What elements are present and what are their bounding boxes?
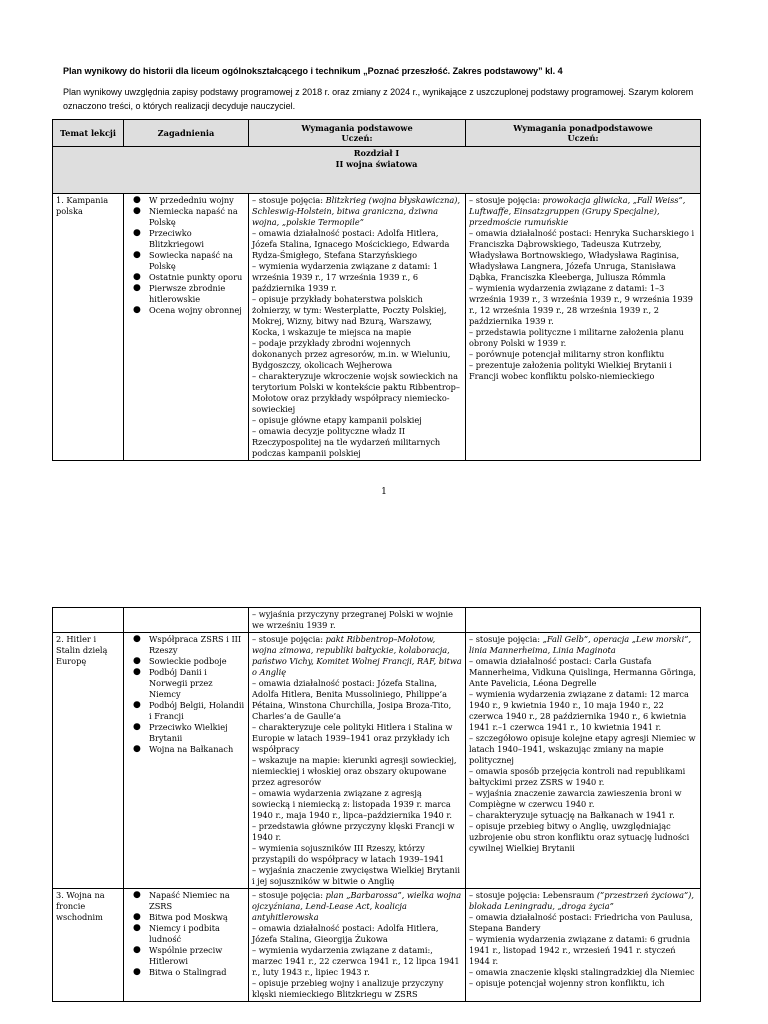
page-number: 1 (381, 487, 387, 497)
advanced-requirements-cell (466, 608, 701, 633)
requirement-lead: – stosuje pojęcia: Lebensraum (469, 890, 597, 900)
header-basic (249, 120, 466, 147)
advanced-requirement: – prezentuje założenia polityki Wielkiej Brytanii i Francji wobec konfliktu polsko-niemieckiego (469, 360, 672, 381)
chapter-number: Rozdział I (353, 148, 400, 158)
issue-item: ● W przededniu wojny (141, 195, 245, 206)
advanced-requirement (469, 890, 697, 912)
basic-requirements-cell (249, 194, 466, 461)
requirement-terms: Blitzkrieg (wojna błyskawiczna), Schleswig-Holstein, bitwa graniczna, dziwna wojna, „polskie Termopile” (252, 195, 461, 227)
header-advanced (466, 120, 701, 147)
header-issues: Zagadnienia (124, 120, 249, 147)
header-basic-student: Uczeń: (341, 133, 373, 143)
issue-item: ● Niemiecka napaść na Polskę (141, 206, 245, 228)
rows-page-1 (53, 194, 701, 461)
advanced-requirement: – omawia sposób przejęcia kontroli nad republikami bałtyckimi przez ZSRS w 1940 r. (469, 766, 686, 787)
plan-table-page-2 (52, 607, 701, 1002)
advanced-requirement: – omawia znaczenie klęski stalingradzkiej dla Niemiec (469, 967, 695, 977)
lesson-topic: 1. Kampania polska (56, 195, 109, 216)
basic-requirement: – omawia działalność postaci: Adolfa Hitlera, Józefa Stalina, Ignacego Mościckiego, Edwarda Rydza-Śmigłego, Stefana Starzyńskiego (252, 228, 450, 260)
basic-requirement: – charakteryzuje wkroczenie wojsk sowieckich na terytorium Polski w kontekście paktu Ribbentrop–Mołotow oraz przykłady współpracy niemiecko-sowieckiej (252, 371, 461, 414)
issue-item: ● Sowieckie podboje (141, 656, 245, 667)
requirement-terms: „Fall Gelb”, operacja „Lew morski”, linia Mannerheima, Linia Maginota (469, 634, 692, 655)
requirement-terms: plan „Barbarossa”, wielka wojna ojczyźniana, Lend-Lease Act, koalicja antyhitlerowska (252, 890, 462, 922)
lesson-topic-cell (53, 608, 124, 633)
basic-requirement: – wymienia wydarzenia związane z datami: 1 września 1939 r., 17 września 1939 r., 6 października 1939 r. (252, 261, 439, 293)
advanced-requirement: – opisuje przebieg bitwy o Anglię, uwzględniając uzbrojenie obu stron konfliktu oraz sytuację ludności cywilnej Wielkiej Brytanii (469, 821, 690, 853)
table-row (53, 889, 701, 1002)
lesson-topic-cell (53, 633, 124, 889)
issues-cell (124, 194, 249, 461)
advanced-requirements-cell (466, 194, 701, 461)
advanced-requirement: – charakteryzuje sytuację na Bałkanach w 1941 r. (469, 810, 675, 820)
basic-requirement (252, 195, 462, 228)
basic-requirement: – omawia działalność postaci: Józefa Stalina, Adolfa Hitlera, Benita Mussoliniego, Philippe’a Pétaina, Winstona Churchilla, Josipa Broza-Tito, Charles’a de Gaulle’a (252, 678, 452, 721)
issue-item: ● Podbój Danii i Norwegii przez Niemcy (141, 667, 245, 700)
requirement-terms: (”przestrzeń życiowa”), blokada Leningradu, „droga życia” (469, 890, 694, 911)
requirement-lead: – stosuje pojęcia: (469, 195, 543, 205)
issue-item: ● Przeciwko Blitzkriegowi (141, 228, 245, 250)
chapter-row (53, 147, 701, 194)
advanced-requirement: – przedstawia polityczne i militarne założenia planu obrony Polski w 1939 r. (469, 327, 684, 348)
header-row (53, 120, 701, 147)
basic-requirement: – omawia działalność postaci: Adolfa Hitlera, Józefa Stalina, Gieorgija Żukowa (252, 923, 439, 944)
basic-requirement: – opisuje główne etapy kampanii polskiej (252, 415, 422, 425)
chapter-title: II wojna światowa (335, 159, 418, 169)
issues-cell (124, 633, 249, 889)
basic-requirement: – omawia wydarzenia związane z agresją sowiecką i niemiecką z: listopada 1939 r. marca 1940 r., maja 1940 r., lipca–października 1940 r. (252, 788, 452, 820)
table-row (53, 608, 701, 633)
basic-requirement: – omawia decyzje polityczne władz II Rzeczypospolitej na tle wydarzeń militarnych podczas kampanii polskiej (252, 426, 441, 458)
issue-item: ● Bitwa pod Moskwą (141, 912, 245, 923)
basic-requirement: – wymienia wydarzenia związane z datami:, marzec 1941 r., 22 czerwca 1941 r., 12 lipca 1941 r., luty 1943 r., lipiec 1943 r. (252, 945, 460, 977)
basic-requirement (252, 634, 462, 678)
requirement-lead: – stosuje pojęcia: (252, 195, 326, 205)
requirement-lead: – stosuje pojęcia: (252, 890, 326, 900)
basic-requirement: – wymienia sojuszników III Rzeszy, którzy przystąpili do współpracy w latach 1939–1941 (252, 843, 445, 864)
issue-item: ● Wojna na Bałkanach (141, 744, 245, 755)
lesson-topic-cell (53, 194, 124, 461)
basic-requirement: – przedstawia główne przyczyny klęski Francji w 1940 r. (252, 821, 455, 842)
issues-list (127, 195, 245, 316)
issues-list (127, 634, 245, 755)
basic-requirement: – opisuje przebieg wojny i analizuje przyczyny klęski niemieckiego Blitzkriegu w ZSRS (252, 978, 444, 999)
document-intro: Plan wynikowy uwzględnia zapisy podstawy programowej z 2018 r. oraz zmiany z 2024 r., wynikające z uszczuplonej podstawy programowej. Szarym kolorem oznaczono treści, o których realizacji decyduje nauczyciel. (63, 87, 694, 111)
issue-item: ● Wspólnie przeciw Hitlerowi (141, 945, 245, 967)
requirement-terms: pakt Ribbentrop–Mołotow, wojna zimowa, republiki bałtyckie, kolaboracja, państwo Vichy, Komitet Wolnej Francji, RAF, bitwa o Anglię (252, 634, 462, 677)
advanced-requirement: – wyjaśnia znaczenie zawarcia zawieszenia broni w Compiègne w czerwcu 1940 r. (469, 788, 682, 809)
issue-item: ● Bitwa o Stalingrad (141, 967, 245, 978)
requirement-lead: – stosuje pojęcia: (252, 634, 326, 644)
requirement-lead: – stosuje pojęcia: (469, 634, 543, 644)
issue-item: ● Sowiecka napaść na Polskę (141, 250, 245, 272)
issue-item: ● Podbój Belgii, Holandii i Francji (141, 700, 245, 722)
basic-requirements-cell (249, 608, 466, 633)
advanced-requirement: – wymienia wydarzenia związane z datami: 12 marca 1940 r., 9 kwietnia 1940 r., 10 maja 1940 r., 22 czerwca 1940 r., 28 października 1940 r., 6 kwietnia 1941 r.–1 czerwca 1941 r., 10 kwietnia 1941 r. (469, 689, 689, 732)
advanced-requirement: – szczegółowo opisuje kolejne etapy agresji Niemiec w latach 1940–1941, wskazując zmiany na mapie politycznej (469, 733, 696, 765)
basic-requirement: – opisuje przykłady bohaterstwa polskich żołnierzy, w tym: Westerplatte, Poczty Polskiej, Mokrej, Wizny, bitwy nad Bzurą, Warszawy, Kocka, i wskazuje te miejsca na mapie (252, 294, 447, 337)
advanced-requirement: – wymienia wydarzenia związane z datami: 1–3 września 1939 r., 3 września 1939 r., 9 września 1939 r., 12 września 1939 r., 28 września 1939 r., 2 października 1939 r. (469, 283, 693, 326)
advanced-requirement (469, 195, 697, 228)
basic-requirement (252, 890, 462, 923)
issue-item: ● Niemcy i podbita ludność (141, 923, 245, 945)
table-row (53, 633, 701, 889)
issue-item: ● Napaść Niemiec na ZSRS (141, 890, 245, 912)
issues-cell (124, 608, 249, 633)
rows-page-2 (53, 608, 701, 1002)
table-row (53, 194, 701, 461)
chapter-heading (53, 147, 701, 194)
basic-requirements-cell (249, 633, 466, 889)
basic-requirement: – wskazuje na mapie: kierunki agresji sowieckiej, niemieckiej i włoskiej oraz obszary okupowane przez agresorów (252, 755, 457, 787)
issue-item: ● Pierwsze zbrodnie hitlerowskie (141, 283, 245, 305)
advanced-requirement: – opisuje potencjał wojenny stron konfliktu, ich (469, 978, 665, 988)
issues-cell (124, 889, 249, 1002)
basic-requirement: – wyjaśnia przyczyny przegranej Polski w wojnie we wrześniu 1939 r. (252, 609, 453, 630)
issue-item: ● Ostatnie punkty oporu (141, 272, 245, 283)
advanced-requirement: – porównuje potencjał militarny stron konfliktu (469, 349, 665, 359)
header-topic: Temat lekcji (53, 120, 124, 147)
basic-requirement: – charakteryzuje cele polityki Hitlera i Stalina w Europie w latach 1939–1941 oraz przykłady ich współpracy (252, 722, 453, 754)
basic-requirements-cell (249, 889, 466, 1002)
advanced-requirement (469, 634, 697, 656)
lesson-topic: 2. Hitler i Stalin dzielą Europę (56, 634, 108, 666)
advanced-requirement: – omawia działalność postaci: Henryka Sucharskiego i Franciszka Dąbrowskiego, Tadeusza Kutrzeby, Władysława Bortnowskiego, Władysława Raginisa, Władysława Langnera, Józefa Unruga, Stanisława Dąbka, Franciszka Kleeberga, Juliusza Rómmla (469, 228, 695, 282)
advanced-requirement: – wymienia wydarzenia związane z datami: 6 grudnia 1941 r., listopad 1942 r., wrzesień 1941 r. styczeń 1944 r. (469, 934, 691, 966)
advanced-requirements-cell (466, 633, 701, 889)
advanced-requirement: – omawia działalność postaci: Friedricha von Paulusa, Stepana Bandery (469, 912, 693, 933)
issue-item: ● Współpraca ZSRS i III Rzeszy (141, 634, 245, 656)
lesson-topic: 3. Wojna na froncie wschodnim (56, 890, 105, 922)
basic-requirement: – wyjaśnia znaczenie zwycięstwa Wielkiej Brytanii i jej sojuszników w bitwie o Anglię (252, 865, 461, 886)
requirement-terms: prowokacja gliwicka, „Fall Weiss”, Luftwaffe, Einsatzgruppen (Grupy Specjalne), przedmoście rumuńskie (469, 195, 686, 227)
advanced-requirements-cell (466, 889, 701, 1002)
plan-table-page-1 (52, 119, 701, 461)
issue-item: ● Ocena wojny obronnej (141, 305, 245, 316)
basic-requirement: – podaje przykłady zbrodni wojennych dokonanych przez agresorów, m.in. w Wieluniu, Bydgoszczy, okolicach Wejherowa (252, 338, 451, 370)
header-advanced-student: Uczeń: (567, 133, 599, 143)
document-title: Plan wynikowy do historii dla liceum ogólnokształcącego i technikum „Poznać przeszłość. Zakres podstawowy” kl. 4 (63, 66, 563, 76)
header-basic-title: Wymagania podstawowe (301, 123, 413, 133)
lesson-topic-cell (53, 889, 124, 1002)
advanced-requirement: – omawia działalność postaci: Carla Gustafa Mannerheima, Vidkuna Quislinga, Hermanna Göringa, Ante Pavelicia, Léona Degrelle (469, 656, 696, 688)
issue-item: ● Przeciwko Wielkiej Brytanii (141, 722, 245, 744)
issues-list (127, 890, 245, 978)
header-advanced-title: Wymagania ponadpodstawowe (513, 123, 653, 133)
